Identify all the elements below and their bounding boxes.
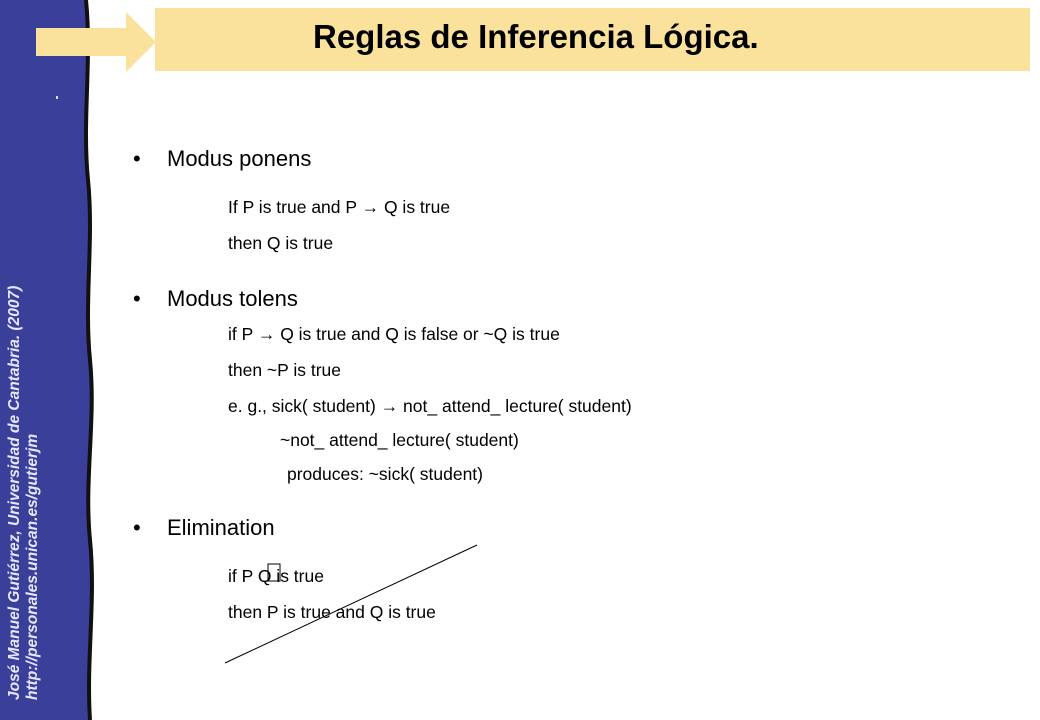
example-line: ~not_ attend_ lecture( student) bbox=[280, 430, 519, 450]
example-line: produces: ~sick( student) bbox=[287, 464, 483, 484]
page-title: Reglas de Inferencia Lógica. bbox=[313, 18, 759, 55]
rule-line: if P Q is true bbox=[228, 566, 324, 586]
rule-line: if P → Q is true and Q is false or ~Q is true bbox=[228, 324, 560, 344]
credit-author: José Manuel Gutiérrez, Universidad de Cantabria. (2007) bbox=[6, 285, 23, 700]
rule-line: then P is true and Q is true bbox=[228, 602, 436, 622]
bullet-point: • bbox=[133, 515, 141, 540]
rule-line: then Q is true bbox=[228, 233, 334, 253]
example-line: e. g., sick( student) → not_ attend_ lecture( student) bbox=[228, 396, 632, 416]
missing-glyph-box bbox=[268, 564, 280, 581]
section-heading: Elimination bbox=[167, 515, 275, 540]
rule-line: then ~P is true bbox=[228, 360, 342, 380]
credit-url: http://personales.unican.es/gutierjm bbox=[24, 433, 41, 700]
rule-line: If P is true and P → Q is true bbox=[228, 197, 451, 217]
bullet-point: • bbox=[133, 146, 141, 171]
bullet-point: • bbox=[133, 286, 141, 311]
section-heading: Modus tolens bbox=[167, 286, 298, 311]
section-heading: Modus ponens bbox=[167, 146, 312, 171]
